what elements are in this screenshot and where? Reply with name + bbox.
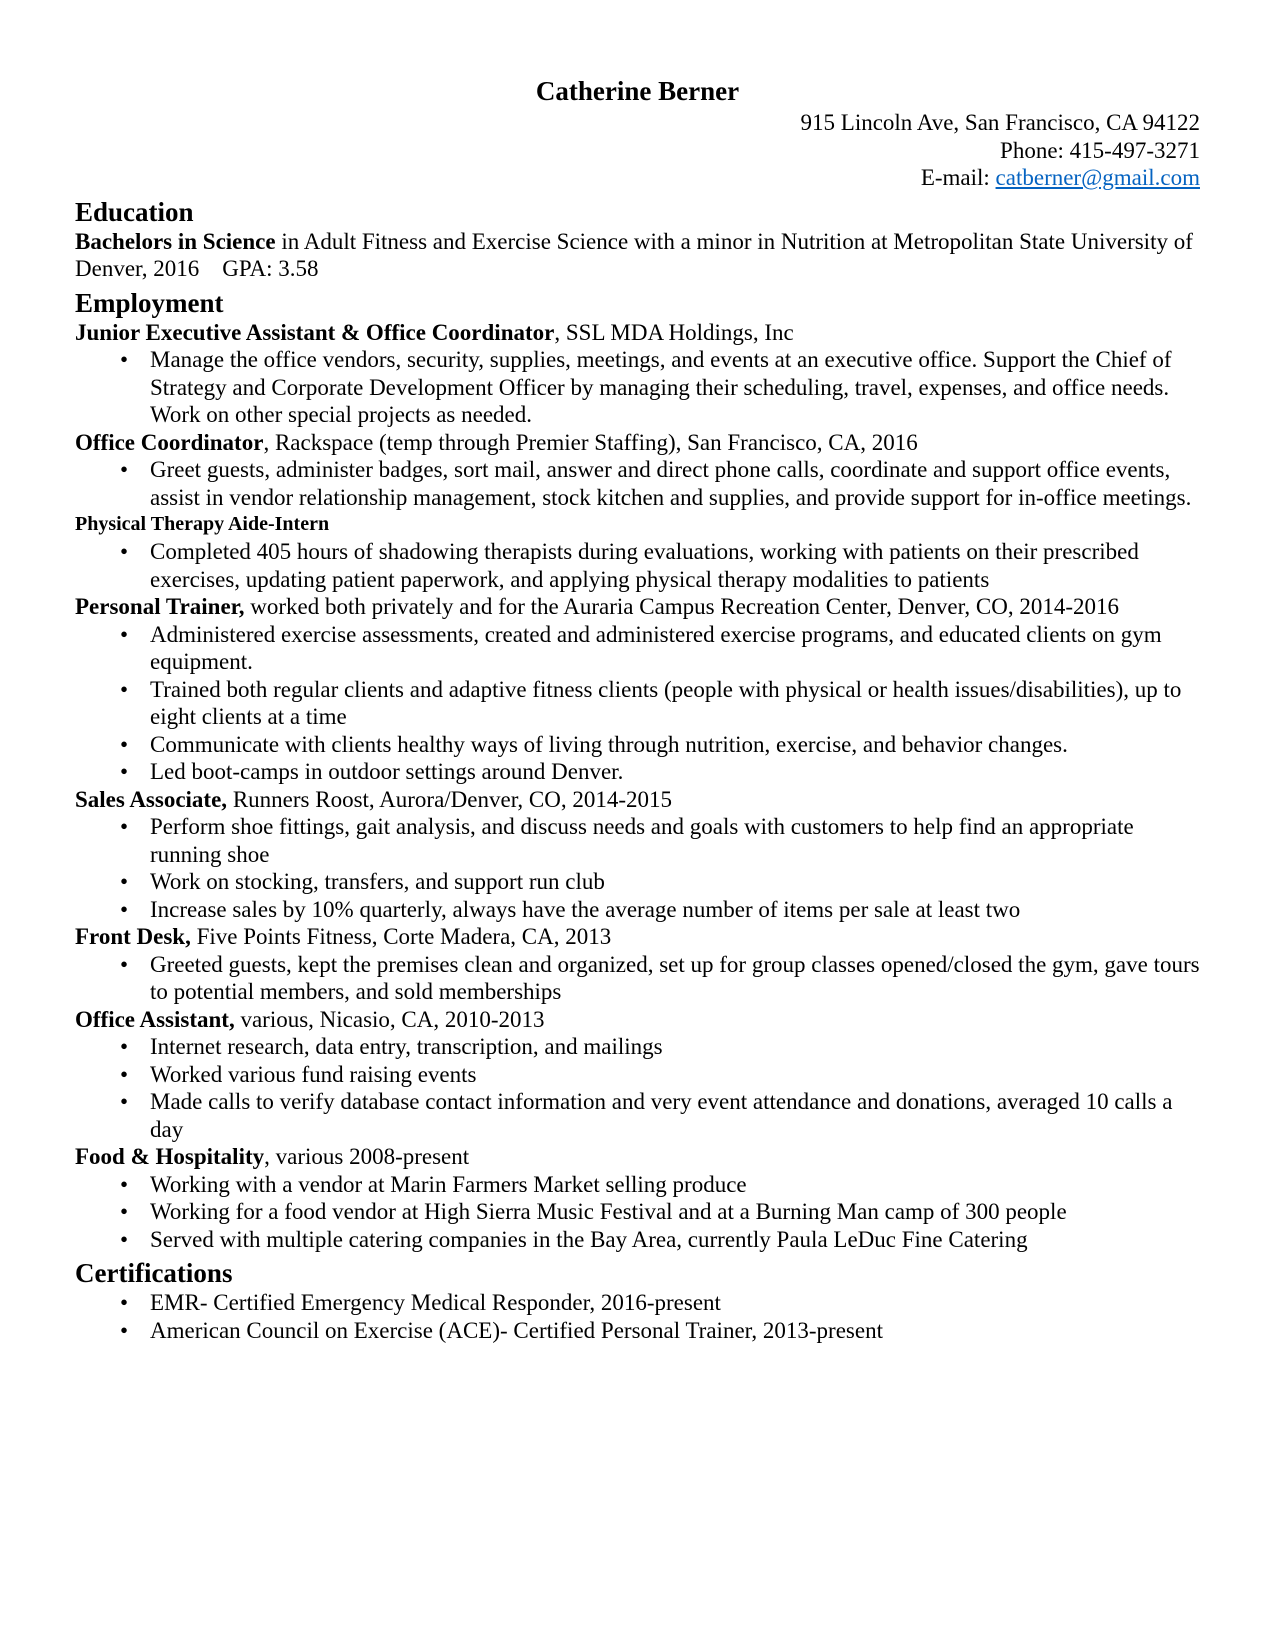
education-entry [75, 228, 1200, 283]
list-item: • Served with multiple catering companies in the Bay Area, currently Paula LeDuc Fine Catering [75, 1226, 1200, 1254]
job-bullets [75, 1033, 1200, 1143]
job-title: Office Assistant, [75, 1006, 235, 1032]
job-detail: Runners Roost, Aurora/Denver, CO, 2014-2015 [227, 786, 673, 812]
list-item: • EMR- Certified Emergency Medical Responder, 2016-present [75, 1289, 1200, 1317]
contact-block [75, 109, 1200, 192]
job-detail: , various 2008-present [264, 1144, 470, 1169]
list-item: • Perform shoe fittings, gait analysis, and discuss needs and goals with customers to help find an appropriate running shoe [75, 813, 1200, 868]
list-item: • Greet guests, administer badges, sort mail, answer and direct phone calls, coordinate and support office events, assist in vendor relationship management, stock kitchen and supplies, and provide support for in-office meetings. [75, 456, 1200, 511]
employment-heading: Employment [75, 287, 224, 318]
phone-line: Phone: 415-497-3271 [1000, 137, 1200, 163]
certifications-list [75, 1289, 1200, 1344]
job-entry [75, 786, 1200, 814]
list-item: • Manage the office vendors, security, supplies, meetings, and events at an executive office. Support the Chief of Strategy and Corporate Development Officer by managing their scheduling, travel, expenses, and office needs. Work on other special projects as needed. [75, 346, 1200, 429]
job-bullets [75, 621, 1200, 786]
job-entry [75, 319, 1200, 347]
job-title: Office Coordinator [75, 429, 264, 455]
certifications-heading: Certifications [75, 1258, 233, 1288]
list-item: • Greeted guests, kept the premises clean and organized, set up for group classes opened/closed the gym, gave tours to potential members, and sold memberships [75, 951, 1200, 1006]
list-item: • Administered exercise assessments, created and administered exercise programs, and educated clients on gym equipment. [75, 621, 1200, 676]
degree-title: Bachelors in Science [75, 228, 276, 254]
job-title: Food & Hospitality [75, 1144, 265, 1169]
job-entry [75, 923, 1200, 951]
job-title: Personal Trainer, [75, 594, 245, 619]
list-item: • Working with a vendor at Marin Farmers Market selling produce [75, 1171, 1200, 1199]
job-bullets [75, 951, 1200, 1006]
job-detail: various, Nicasio, CA, 2010-2013 [234, 1006, 545, 1032]
degree-detail: in Adult Fitness and Exercise Science with a minor in Nutrition at Metropolitan State University of Denver, 2016 GPA: 3.58 [75, 228, 1199, 281]
list-item: • Completed 405 hours of shadowing therapists during evaluations, working with patients on their prescribed exercises, updating patient paperwork, and applying physical therapy modalities to patients [75, 538, 1200, 593]
job-entry [75, 1006, 1200, 1034]
job-title: Front Desk, [75, 924, 191, 949]
list-item: • Internet research, data entry, transcription, and mailings [75, 1033, 1200, 1061]
list-item: • Trained both regular clients and adaptive fitness clients (people with physical or health issues/disabilities), up to eight clients at a time [75, 676, 1200, 731]
list-item: • Made calls to verify database contact information and very event attendance and donations, averaged 10 calls a day [75, 1088, 1200, 1143]
job-detail: , Rackspace (temp through Premier Staffing), San Francisco, CA, 2016 [263, 429, 918, 455]
list-item: • Led boot-camps in outdoor settings around Denver. [75, 758, 1200, 786]
job-bullets [75, 538, 1200, 593]
job-entry [75, 593, 1200, 621]
email-line [75, 164, 1200, 192]
job-detail: Five Points Fitness, Corte Madera, CA, 2013 [190, 924, 612, 949]
job-bullets [75, 456, 1200, 511]
job-entry [75, 429, 1200, 457]
job-bullets [75, 346, 1200, 429]
list-item: • Communicate with clients healthy ways of living through nutrition, exercise, and behavior changes. [75, 731, 1200, 759]
job-detail: worked both privately and for the Auraria Campus Recreation Center, Denver, CO, 2014-2016 [244, 594, 1119, 619]
list-item: • Worked various fund raising events [75, 1061, 1200, 1089]
email-label: E-mail: [920, 165, 996, 190]
job-entry [75, 511, 1200, 538]
email-link[interactable]: catberner@gmail.com [995, 165, 1200, 190]
list-item: • Increase sales by 10% quarterly, always have the average number of items per sale at least two [75, 896, 1200, 924]
address-line: 915 Lincoln Ave, San Francisco, CA 94122 [800, 110, 1200, 135]
list-item: • Working for a food vendor at High Sierra Music Festival and at a Burning Man camp of 300 people [75, 1198, 1200, 1226]
job-bullets [75, 813, 1200, 923]
job-title: Junior Executive Assistant & Office Coordinator [75, 319, 555, 345]
list-item: • American Council on Exercise (ACE)- Certified Personal Trainer, 2013-present [75, 1317, 1200, 1345]
candidate-name: Catherine Berner [535, 76, 740, 106]
job-title: Sales Associate, [75, 786, 228, 812]
job-bullets [75, 1171, 1200, 1254]
education-heading: Education [75, 196, 194, 227]
job-detail: , SSL MDA Holdings, Inc [554, 319, 794, 345]
resume-page [75, 75, 1200, 1344]
list-item: • Work on stocking, transfers, and support run club [75, 868, 1200, 896]
job-title: Physical Therapy Aide-Intern [75, 513, 330, 535]
job-entry [75, 1143, 1200, 1171]
